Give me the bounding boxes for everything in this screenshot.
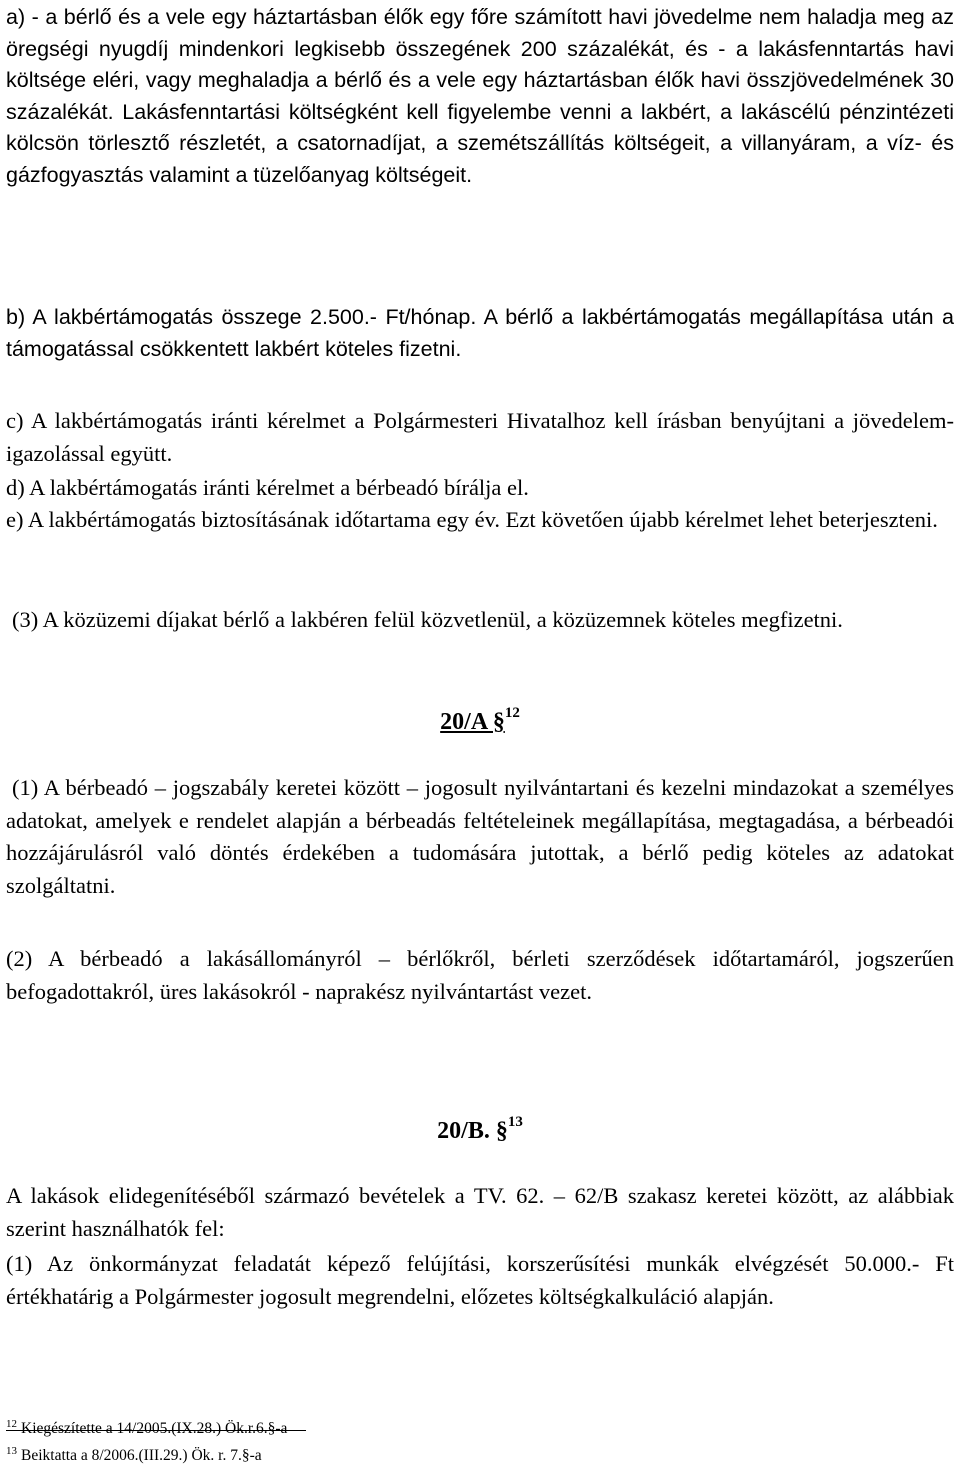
paragraph-b-text: b) A lakbértámogatás összege 2.500.- Ft/hónap. A bérlő a lakbértámogatás megállapítása után a támogatással csökkentett lakbért köteles fizetni. [6, 305, 954, 361]
paragraph-20b-1-text: (1) Az önkormányzat feladatát képező felújítási, korszerűsítési munkák elvégzését 50.000.- Ft értékhatárig a Polgármester jogosult megrendelni, előzetes költségkalkuláció alapján. [6, 1251, 954, 1309]
paragraph-a-text: a) - a bérlő és a vele egy háztartásban élők egy főre számított havi jövedelme nem haladja meg az öregségi nyugdíj mindenkori legkisebb összegének 200 százalékát, és - a lakásfenntartás havi költsége eléri, vagy meghaladja a bérlő és a vele egy háztartásban élők havi összjövedelmének 30 százalékát. Lakásfenntartási költségként kell figyelembe venni a lakbért, a lakáscélú pénzintézeti kölcsön törlesztő részletét, a csatornadíjat, a szemétszállítás költségeit, a villanyáram, a víz- és gázfogyasztás valamint a tüzelőanyag költségeit. [6, 5, 954, 187]
paragraph-c [6, 405, 954, 470]
paragraph-20a-1 [6, 772, 954, 902]
section-heading-20b [6, 1114, 954, 1145]
footnote-12 [6, 1414, 287, 1439]
paragraph-c-text: c) A lakbértámogatás iránti kérelmet a Polgármesteri Hivatalhoz kell írásban benyújtani a jövedelem-igazolással együtt. [6, 408, 954, 466]
paragraph-20b-intro-text: A lakások elidegenítéséből származó bevételek a TV. 62. – 62/B szakasz keretei között, az alábbiak szerint használhatók fel: [6, 1183, 954, 1241]
paragraph-a [6, 2, 954, 191]
footnote-ref-13[interactable]: 13 [507, 1114, 523, 1130]
paragraph-3 [6, 604, 954, 637]
paragraph-3-text: (3) A közüzemi díjakat bérlő a lakbéren felül közvetlenül, a közüzemnek köteles megfizetni. [12, 607, 843, 632]
footnote-13-number: 13 [6, 1445, 17, 1457]
paragraph-20a-2-text: (2) A bérbeadó a lakásállományról – bérlőkről, bérleti szerződések időtartamáról, jogszerűen befogadottakról, üres lakásokról - naprakész nyilvántartást vezet. [6, 946, 954, 1004]
paragraph-20a-2 [6, 943, 954, 1008]
paragraph-d [6, 472, 954, 505]
paragraph-e [6, 504, 954, 537]
footnote-12-number: 12 [6, 1418, 17, 1430]
section-heading-20b-text: 20/B. § [437, 1118, 508, 1144]
paragraph-20b-1 [6, 1248, 954, 1313]
paragraph-e-text: e) A lakbértámogatás biztosításának időtartama egy év. Ezt követően újabb kérelmet lehet beterjeszteni. [6, 507, 938, 532]
paragraph-b [6, 302, 954, 365]
section-heading-20a [6, 705, 954, 736]
footnote-13-text: Beiktatta a 8/2006.(III.29.) Ök. r. 7.§-a [21, 1447, 262, 1464]
paragraph-20a-1-text: (1) A bérbeadó – jogszabály keretei között – jogosult nyilvántartani és kezelni mindazokat a személyes adatokat, amelyek e rendelet alapján a bérbeadás feltételeinek megállapítása, megtagadása, a bérbeadói hozzájárulásról való döntés érdekében a tudomására jutottak, a bérlő pedig köteles az adatokat szolgáltatni. [6, 775, 954, 898]
paragraph-d-text: d) A lakbértámogatás iránti kérelmet a bérbeadó bírálja el. [6, 475, 529, 500]
section-heading-20a-text: 20/A § [440, 709, 505, 735]
paragraph-20b-intro [6, 1180, 954, 1245]
footnote-12-text: Kiegészítette a 14/2005.(IX.28.) Ök.r.6.§-a [21, 1420, 288, 1437]
footnote-ref-12[interactable]: 12 [504, 705, 520, 721]
footnote-13 [6, 1441, 262, 1466]
